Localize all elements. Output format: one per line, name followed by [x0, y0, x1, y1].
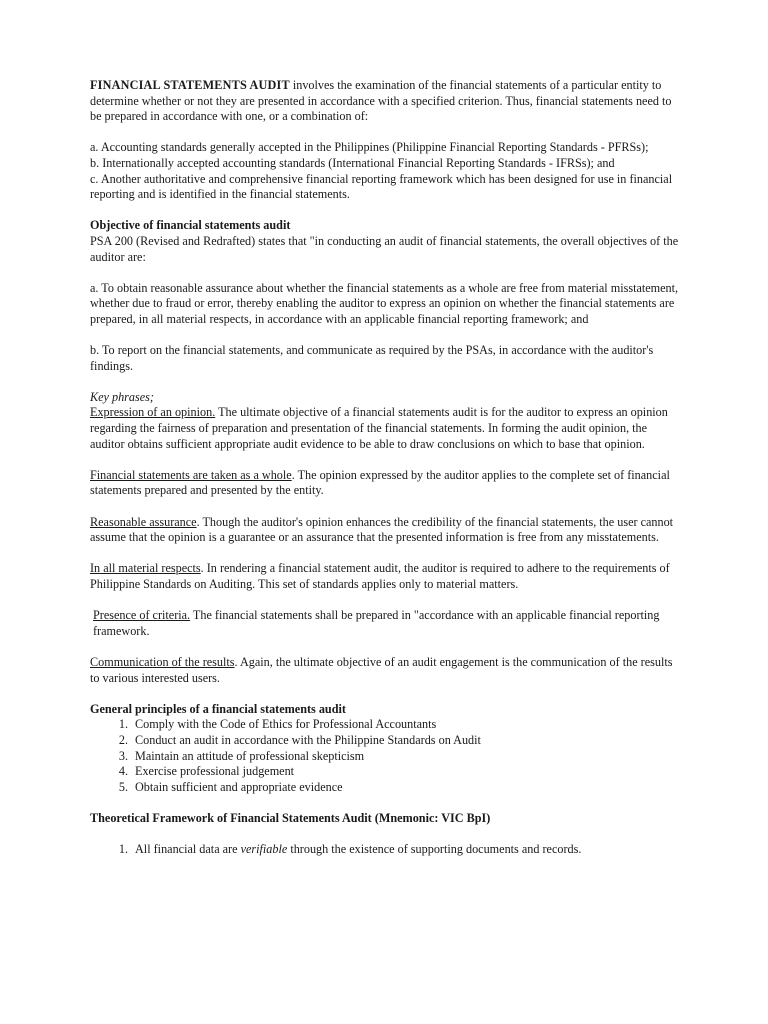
objective-heading: Objective of financial statements audit [90, 218, 291, 233]
spacer [90, 203, 684, 219]
spacer [90, 499, 684, 515]
list-number: 3. [118, 748, 128, 763]
principles-heading: General principles of a financial statements audit [90, 701, 346, 716]
key-phrase-text: . The opinion expressed by the auditor applies to the complete set of financial statements prepared and presented by the entity. [90, 467, 670, 498]
key-phrase-term: Expression of an opinion. [90, 405, 216, 420]
objective-item-a: a. To obtain reasonable assurance about whether the financial statements as a whole are free from material misstatement, whether due to fraud or error, thereby enabling the auditor to express an opinion on whether the financial statements are prepared, in all material respects, in accordance with an applicable financial reporting framework; and [90, 280, 679, 326]
spacer [90, 593, 684, 609]
key-phrase-2 [90, 468, 684, 499]
key-phrase-term: Financial statements are taken as a whole [90, 467, 292, 482]
document-page [90, 78, 684, 858]
key-phrase-term: Presence of criteria. [93, 608, 191, 623]
list-number: 1. [118, 717, 128, 732]
list-item-text: Exercise professional judgement [135, 764, 295, 779]
objective-item-b: b. To report on the financial statements, and communicate as required by the PSAs, in accordance with the auditor's findings. [90, 343, 654, 373]
key-phrase-text: The financial statements shall be prepared in "accordance with an applicable financial reporting framework. [93, 608, 660, 638]
intro-text: involves the examination of the financial statements of a particular entity to determine whether or not they are presented in accordance with a specified criterion. Thus, financial statements need to be prepared in accordance with one, or a combination of: [90, 78, 672, 124]
intro-paragraph [90, 78, 684, 125]
spacer [90, 374, 684, 390]
spacer [90, 827, 684, 843]
list-item-text: Obtain sufficient and appropriate evidence [135, 779, 343, 794]
spacer [90, 328, 684, 344]
list-number: 5. [118, 779, 128, 794]
spacer [90, 265, 684, 281]
key-phrase-6 [90, 655, 684, 686]
key-phrase-text: The ultimate objective of a financial statements audit is for the auditor to express an opinion regarding the fairness of preparation and presentation of the financial statements. In forming the audit opinion, the auditor obtains sufficient appropriate audit evidence to be able to draw conclusions on which to base that opinion. [90, 405, 668, 451]
key-phrase-text: . Again, the ultimate objective of an audit engagement is the communication of the results to various interested users. [90, 654, 673, 685]
list-item [90, 764, 684, 780]
spacer [90, 686, 684, 702]
framework-list [90, 842, 684, 858]
spacer [90, 452, 684, 468]
list-item-text: Maintain an attitude of professional skepticism [135, 748, 365, 763]
key-phrase-5 [90, 608, 684, 639]
spacer [90, 639, 684, 655]
list-item-text: Conduct an audit in accordance with the Philippine Standards on Audit [135, 732, 481, 747]
framework-item-a: a. Accounting standards generally accepted in the Philippines (Philippine Financial Reporting Standards - PFRSs); [90, 140, 649, 155]
list-number: 1. [118, 842, 128, 857]
key-phrase-4 [90, 561, 684, 592]
key-phrase-term: In all material respects [90, 561, 201, 576]
spacer [90, 795, 684, 811]
spacer [90, 546, 684, 562]
spacer [90, 125, 684, 141]
framework-heading: Theoretical Framework of Financial Statements Audit (Mnemonic: VIC BpI) [90, 810, 491, 825]
list-item [90, 749, 684, 765]
key-phrase-text: . In rendering a financial statement audit, the auditor is required to adhere to the requirements of Philippine Standards on Auditing. This set of standards applies only to material matters. [90, 561, 670, 591]
key-phrases-label: Key phrases; [90, 389, 154, 404]
list-item-text-before: All financial data are [135, 842, 241, 857]
list-item [90, 842, 684, 858]
intro-lead: FINANCIAL STATEMENTS AUDIT [90, 78, 290, 92]
principles-list [90, 717, 684, 795]
list-item [90, 733, 684, 749]
list-number: 4. [118, 764, 128, 779]
key-phrase-3 [90, 515, 684, 546]
list-item-emphasis: verifiable [240, 842, 288, 857]
list-item [90, 780, 684, 796]
key-phrase-term: Reasonable assurance [90, 514, 197, 529]
framework-item-b: b. Internationally accepted accounting standards (International Financial Reporting Standards - IFRSs); and [90, 155, 615, 170]
key-phrase-text: . Though the auditor's opinion enhances the credibility of the financial statements, the user cannot assume that the opinion is a guarantee or an assurance that the presented information is free from any misstatements. [90, 514, 674, 545]
list-item-text-after: through the existence of supporting documents and records. [287, 842, 582, 857]
list-number: 2. [118, 732, 128, 747]
list-item-text: Comply with the Code of Ethics for Professional Accountants [135, 717, 437, 732]
key-phrase-term: Communication of the results [90, 654, 235, 669]
list-item [90, 717, 684, 733]
objective-text: PSA 200 (Revised and Redrafted) states that "in conducting an audit of financial statements, the overall objectives of the auditor are: [90, 233, 679, 264]
key-phrase-1 [90, 405, 684, 452]
framework-item-c: c. Another authoritative and comprehensive financial reporting framework which has been designed for use in financial reporting and is identified in the financial statements. [90, 171, 673, 202]
